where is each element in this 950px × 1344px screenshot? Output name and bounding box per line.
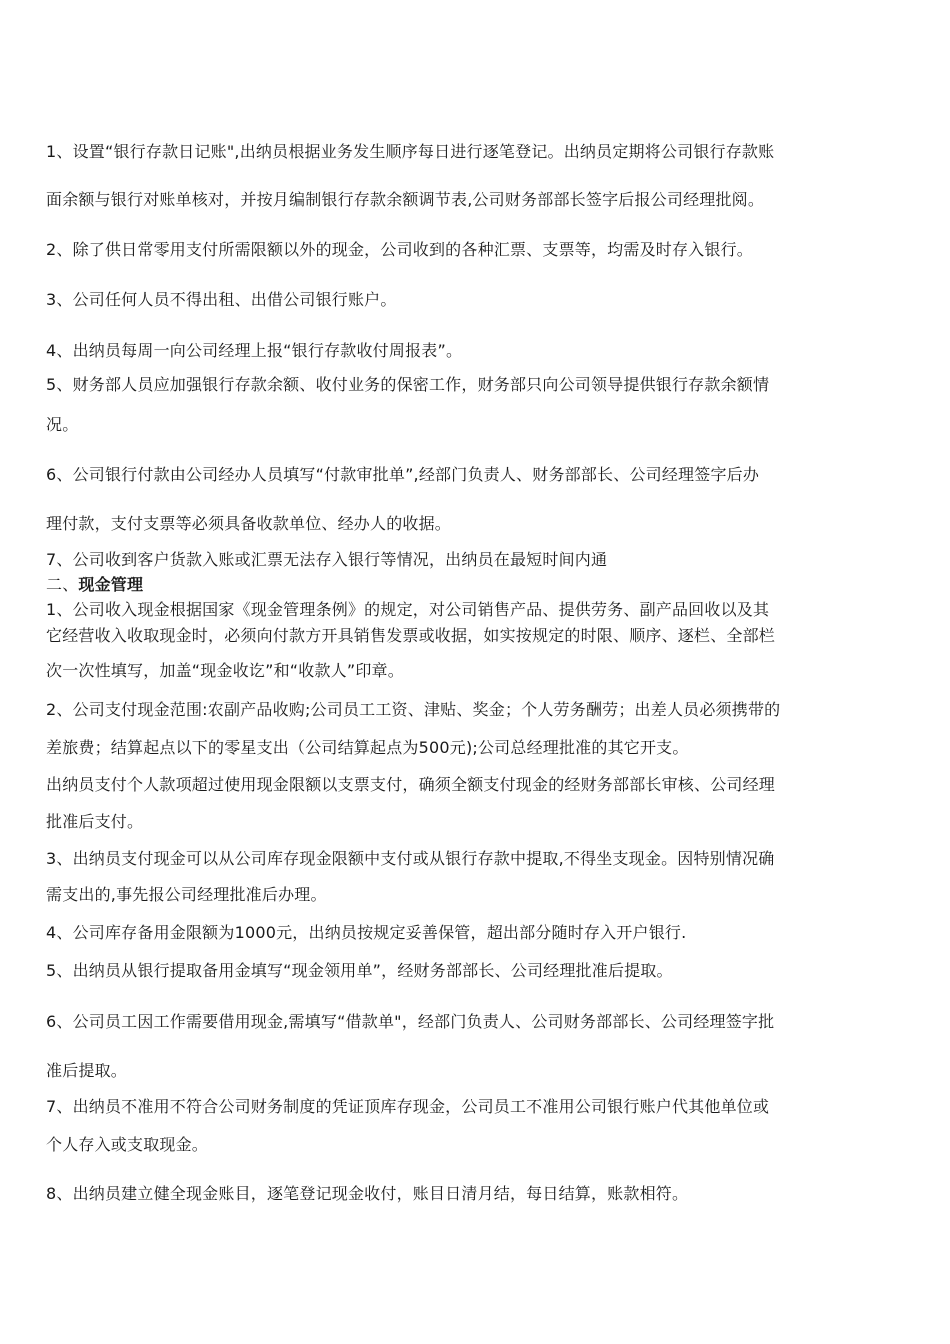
text-line: 它经营收入收取现金时，必须向付款方开具销售发票或收据，如实按规定的时限、顺序、逐栏、全部栏 <box>46 626 776 645</box>
text-line: 4、出纳员每周一向公司经理上报“银行存款收付周报表”。 <box>46 341 463 360</box>
text-line: 4、公司库存备用金限额为1000元，出纳员按规定妥善保管，超出部分随时存入开户银行. <box>46 923 687 942</box>
text-line: 1、设置“银行存款日记账",出纳员根据业务发生顺序每日进行逐笔登记。出纳员定期将公司银行存款账 <box>46 142 775 161</box>
text-line: 6、公司银行付款由公司经办人员填写“付款审批单”,经部门负责人、财务部部长、公司经理签字后办 <box>46 465 760 484</box>
text-line: 5、财务部人员应加强银行存款余额、收付业务的保密工作，财务部只向公司领导提供银行存款余额情 <box>46 375 770 394</box>
text-line: 况。 <box>46 415 79 434</box>
text-line: 需支出的,事先报公司经理批准后办理。 <box>46 885 327 904</box>
text-line: 6、公司员工因工作需要借用现金,需填写“借款单"，经部门负责人、公司财务部部长、公司经理签字批 <box>46 1012 775 1031</box>
text-line: 理付款，支付支票等必须具备收款单位、经办人的收据。 <box>46 514 452 533</box>
section-heading-number: 二、 <box>46 575 79 594</box>
text-line: 2、公司支付现金范围:农副产品收购;公司员工工资、津贴、奖金；个人劳务酬劳；出差人员必须携带的 <box>46 700 781 719</box>
text-line: 批准后支付。 <box>46 812 144 831</box>
text-line: 2、除了供日常零用支付所需限额以外的现金，公司收到的各种汇票、支票等，均需及时存入银行。 <box>46 240 753 259</box>
text-line: 1、公司收入现金根据国家《现金管理条例》的规定，对公司销售产品、提供劳务、副产品回收以及其 <box>46 600 770 619</box>
text-line: 7、公司收到客户货款入账或汇票无法存入银行等情况，出纳员在最短时间内通 <box>46 550 608 569</box>
text-line: 7、出纳员不准用不符合公司财务制度的凭证顶库存现金，公司员工不准用公司银行账户代其他单位或 <box>46 1097 770 1116</box>
text-line: 次一次性填写，加盖“现金收讫”和“收款人”印章。 <box>46 661 404 680</box>
text-line: 3、出纳员支付现金可以从公司库存现金限额中支付或从银行存款中提取,不得坐支现金。因特别情况确 <box>46 849 775 868</box>
text-line: 面余额与银行对账单核对，并按月编制银行存款余额调节表,公司财务部部长签字后报公司经理批阅。 <box>46 190 765 209</box>
text-line: 出纳员支付个人款项超过使用现金限额以支票支付，确须全额支付现金的经财务部部长审核、公司经理 <box>46 775 776 794</box>
text-line: 8、出纳员建立健全现金账目，逐笔登记现金收付，账目日清月结，每日结算，账款相符。 <box>46 1184 689 1203</box>
text-line: 准后提取。 <box>46 1061 128 1080</box>
text-line: 3、公司任何人员不得出租、出借公司银行账户。 <box>46 290 397 309</box>
text-line: 个人存入或支取现金。 <box>46 1135 209 1154</box>
section-heading-text: 现金管理 <box>78 575 144 594</box>
text-line: 5、出纳员从银行提取备用金填写“现金领用单”，经财务部部长、公司经理批准后提取。 <box>46 961 673 980</box>
text-line: 差旅费；结算起点以下的零星支出（公司结算起点为500元);公司总经理批准的其它开支。 <box>46 738 689 757</box>
section-heading <box>46 575 926 595</box>
